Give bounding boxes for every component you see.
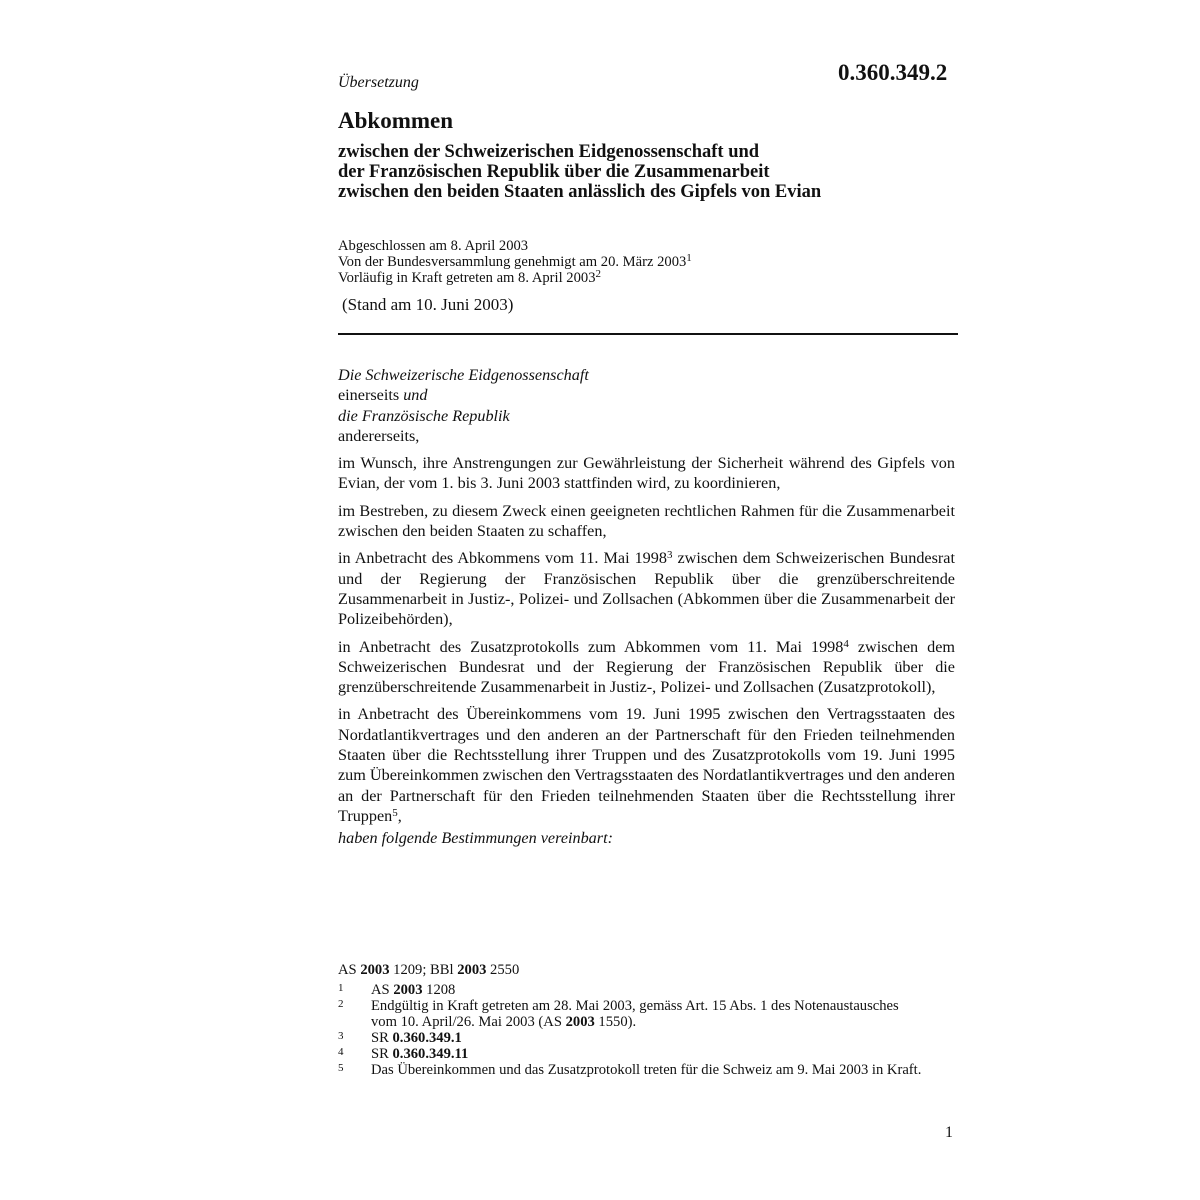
footnote [338, 1062, 928, 1078]
footnote-number: 5 [338, 1062, 344, 1074]
translation-label: Übersetzung [338, 74, 419, 91]
approved-date [338, 254, 692, 270]
as-mid: 1209; BBl [389, 962, 458, 978]
preamble [338, 365, 955, 849]
footnote-ref[interactable]: 1 [686, 252, 692, 264]
footnote-text: AS 2003 1208 [371, 982, 456, 998]
einerseits-line [338, 385, 955, 405]
subtitle-line: zwischen den beiden Staaten anlässlich des Gipfels von Evian [338, 182, 822, 202]
party-2: die Französische Republik [338, 406, 510, 425]
subtitle-line: der Französischen Republik über die Zusammenarbeit [338, 162, 770, 182]
party-1: Die Schweizerische Eidgenossenschaft [338, 366, 589, 384]
preamble-paragraph [338, 704, 955, 826]
header-divider [338, 333, 958, 335]
footnote [338, 998, 928, 1030]
sr-number: 0.360.349.2 [838, 60, 948, 85]
footnote-text: SR 0.360.349.1 [371, 1030, 462, 1046]
publication-reference [338, 962, 928, 978]
footnote-ref[interactable]: 4 [843, 637, 849, 650]
document-title: Abkommen [338, 108, 454, 133]
date-block [338, 238, 692, 286]
andererseits-line: andererseits, [338, 426, 420, 445]
subtitle-line: zwischen der Schweizerischen Eidgenossenschaft und [338, 142, 760, 162]
footnote-number: 2 [338, 998, 344, 1010]
preamble-paragraph [338, 548, 955, 629]
footnote [338, 982, 928, 998]
footnote [338, 1046, 928, 1062]
paragraph-text: in Anbetracht des Abkommens vom 11. Mai 1998 [338, 549, 667, 568]
bbl-year: 2003 [457, 962, 487, 978]
footnotes [338, 962, 928, 1078]
paragraph-text: , [397, 806, 402, 825]
provisional-text: Vorläufig in Kraft getreten am 8. April 2003 [338, 270, 596, 286]
footnote-number: 3 [338, 1030, 344, 1042]
preamble-paragraph [338, 637, 955, 698]
footnote [338, 1030, 928, 1046]
paragraph-text: in Anbetracht des Zusatzprotokolls zum Abkommen vom 11. Mai 1998 [338, 637, 844, 656]
as-year: 2003 [360, 962, 390, 978]
footnote-number: 1 [338, 982, 344, 994]
preamble-closing: haben folgende Bestimmungen vereinbart: [338, 829, 613, 848]
footnote-ref[interactable]: 3 [666, 549, 673, 562]
as-prefix: AS [338, 962, 361, 978]
as-end: 2550 [486, 962, 520, 978]
footnote-ref[interactable]: 2 [595, 268, 601, 280]
preamble-paragraph: im Wunsch, ihre Anstrengungen zur Gewährleistung der Sicherheit während des Gipfels von Evian, der vom 1. bis 3. Juni 2003 stattfinden wird, zu koordinieren, [338, 454, 955, 493]
preamble-paragraph: im Bestreben, zu diesem Zweck einen geeigneten rechtlichen Rahmen für die Zusammenarbeit zwischen den beiden Staaten zu schaffen, [338, 501, 955, 541]
provisional-date [338, 270, 692, 286]
einerseits-text: einerseits [338, 386, 404, 405]
footnote-text: SR 0.360.349.11 [371, 1046, 469, 1062]
concluded-date: Abgeschlossen am 8. April 2003 [338, 238, 529, 254]
paragraph-text: zwischen dem Schweizerischen Bundesrat und der Regierung der Französischen Republik über die grenzüberschreitende Zusammenarbeit in Justiz-, Polizei- und Zollsachen (Zusatzprotokoll), [338, 637, 955, 697]
approved-text: Von der Bundesversammlung genehmigt am 20. März 2003 [338, 254, 687, 270]
und-text: und [403, 386, 428, 405]
footnote-number: 4 [338, 1046, 344, 1058]
page-number: 1 [945, 1124, 953, 1141]
footnote-ref[interactable]: 5 [392, 806, 398, 819]
paragraph-text: zwischen dem Schweizerischen Bundesrat und der Regierung der Französischen Republik über die grenzüberschreitende Zusammenarbeit in Justiz-, Polizei- und Zollsachen (Abkommen über die Zusammenarbeit der Polizeibehörden), [338, 549, 955, 629]
footnote-text: Das Übereinkommen und das Zusatzprotokoll treten für die Schweiz am 9. Mai 2003 in Kraft. [371, 1062, 922, 1078]
footnote-text: Endgültig in Kraft getreten am 28. Mai 2003, gemäss Art. 15 Abs. 1 des Notenaustausches vom 10. April/26. Mai 2003 (AS 2003 1550). [371, 998, 899, 1030]
document-subtitle [338, 142, 958, 202]
stand-date: (Stand am 10. Juni 2003) [342, 295, 514, 314]
paragraph-text: in Anbetracht des Übereinkommens vom 19. Juni 1995 zwischen den Vertragsstaaten des Nordatlantikvertrages und den anderen an der Partnerschaft für den Frieden teilnehmenden Staaten über die Rechtsstellung ihrer Truppen und des Zusatzprotokolls vom 19. Juni 1995 zum Übereinkommen zwischen den Vertragsstaaten des Nordatlantikvertrages und den anderen an der Partnerschaft für den Frieden teilnehmenden Staaten über die Rechtsstellung ihrer Truppen [338, 705, 955, 825]
